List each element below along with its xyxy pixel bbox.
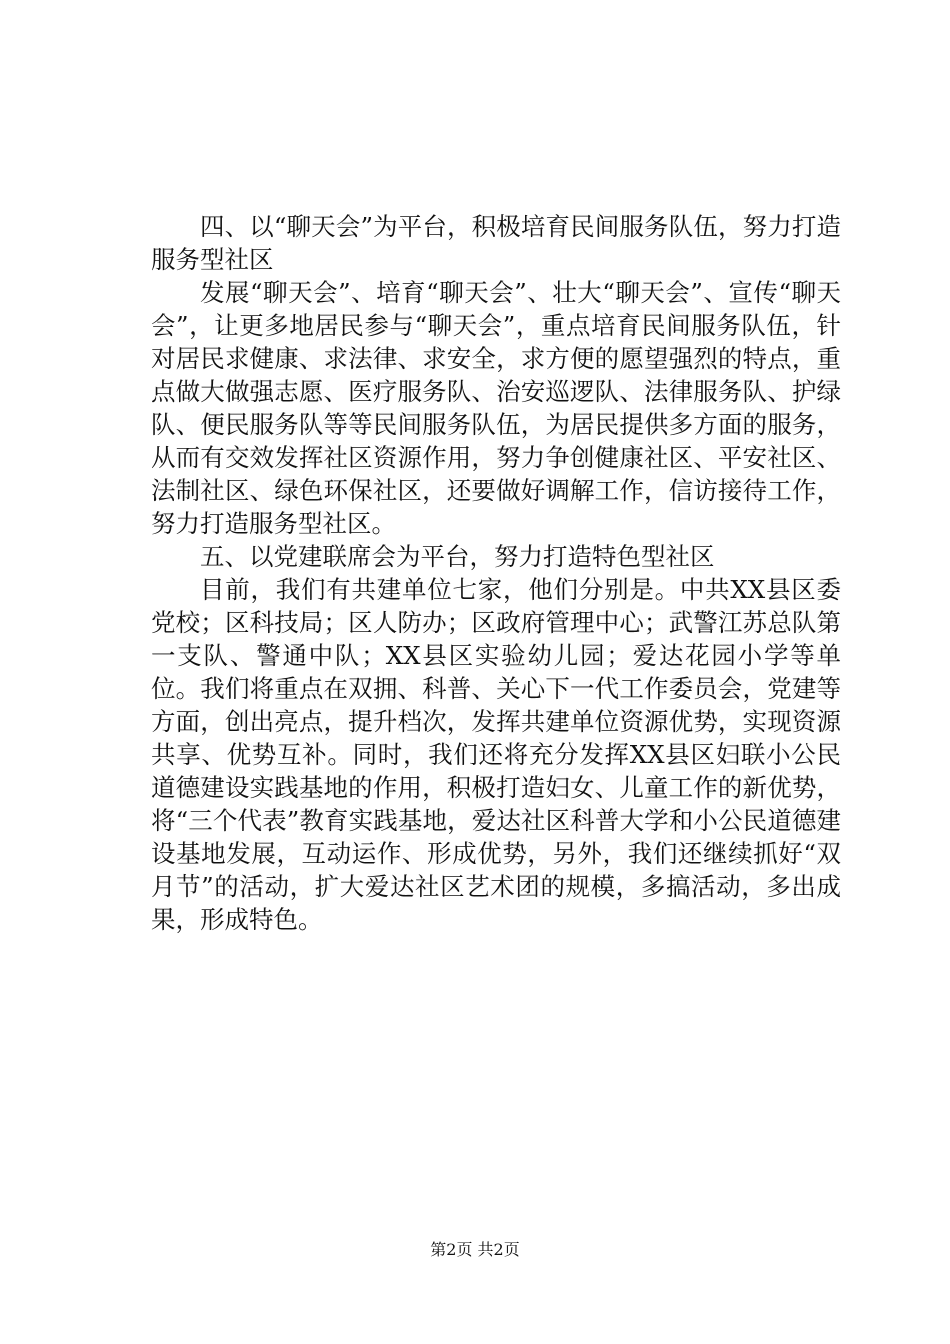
document-body (151, 210, 841, 936)
paragraph-co-building-units: 目前，我们有共建单位七家，他们分别是。中共XX县区委党校；区科技局；区人防办；区政府管理中心；武警江苏总队第一支队、警通中队；XX县区实验幼儿园；爱达花园小学等单位。我们将重点在双拥、科普、关心下一代工作委员会，党建等方面，创出亮点，提升档次，发挥共建单位资源优势，实现资源共享、优势互补。同时，我们还将充分发挥XX县区妇联小公民道德建设实践基地的作用，积极打造妇女、儿童工作的新优势，将“三个代表”教育实践基地，爱达社区科普大学和小公民道德建设基地发展，互动运作、形成优势，另外，我们还继续抓好“双月节”的活动，扩大爱达社区艺术团的规模，多搞活动，多出成果，形成特色。 (151, 575, 841, 934)
paragraph-chat-meeting: 发展“聊天会”、培育“聊天会”、壮大“聊天会”、宣传“聊天会”，让更多地居民参与“聊天会”，重点培育民间服务队伍，针对居民求健康、求法律、求安全，求方便的愿望强烈的特点，重点做大做强志愿、医疗服务队、治安巡逻队、法律服务队、护绿队、便民服务队等等民间服务队伍，为居民提供多方面的服务，从而有交效发挥社区资源作用，努力争创健康社区、平安社区、法制社区、绿色环保社区，还要做好调解工作，信访接待工作，努力打造服务型社区。 (151, 278, 841, 538)
page-number-footer: 第2页 共2页 (430, 1240, 520, 1259)
section-heading-five: 五、以党建联席会为平台，努力打造特色型社区 (200, 542, 715, 571)
section-heading-four: 四、以“聊天会”为平台，积极培育民间服务队伍，努力打造服务型社区 (151, 212, 841, 274)
